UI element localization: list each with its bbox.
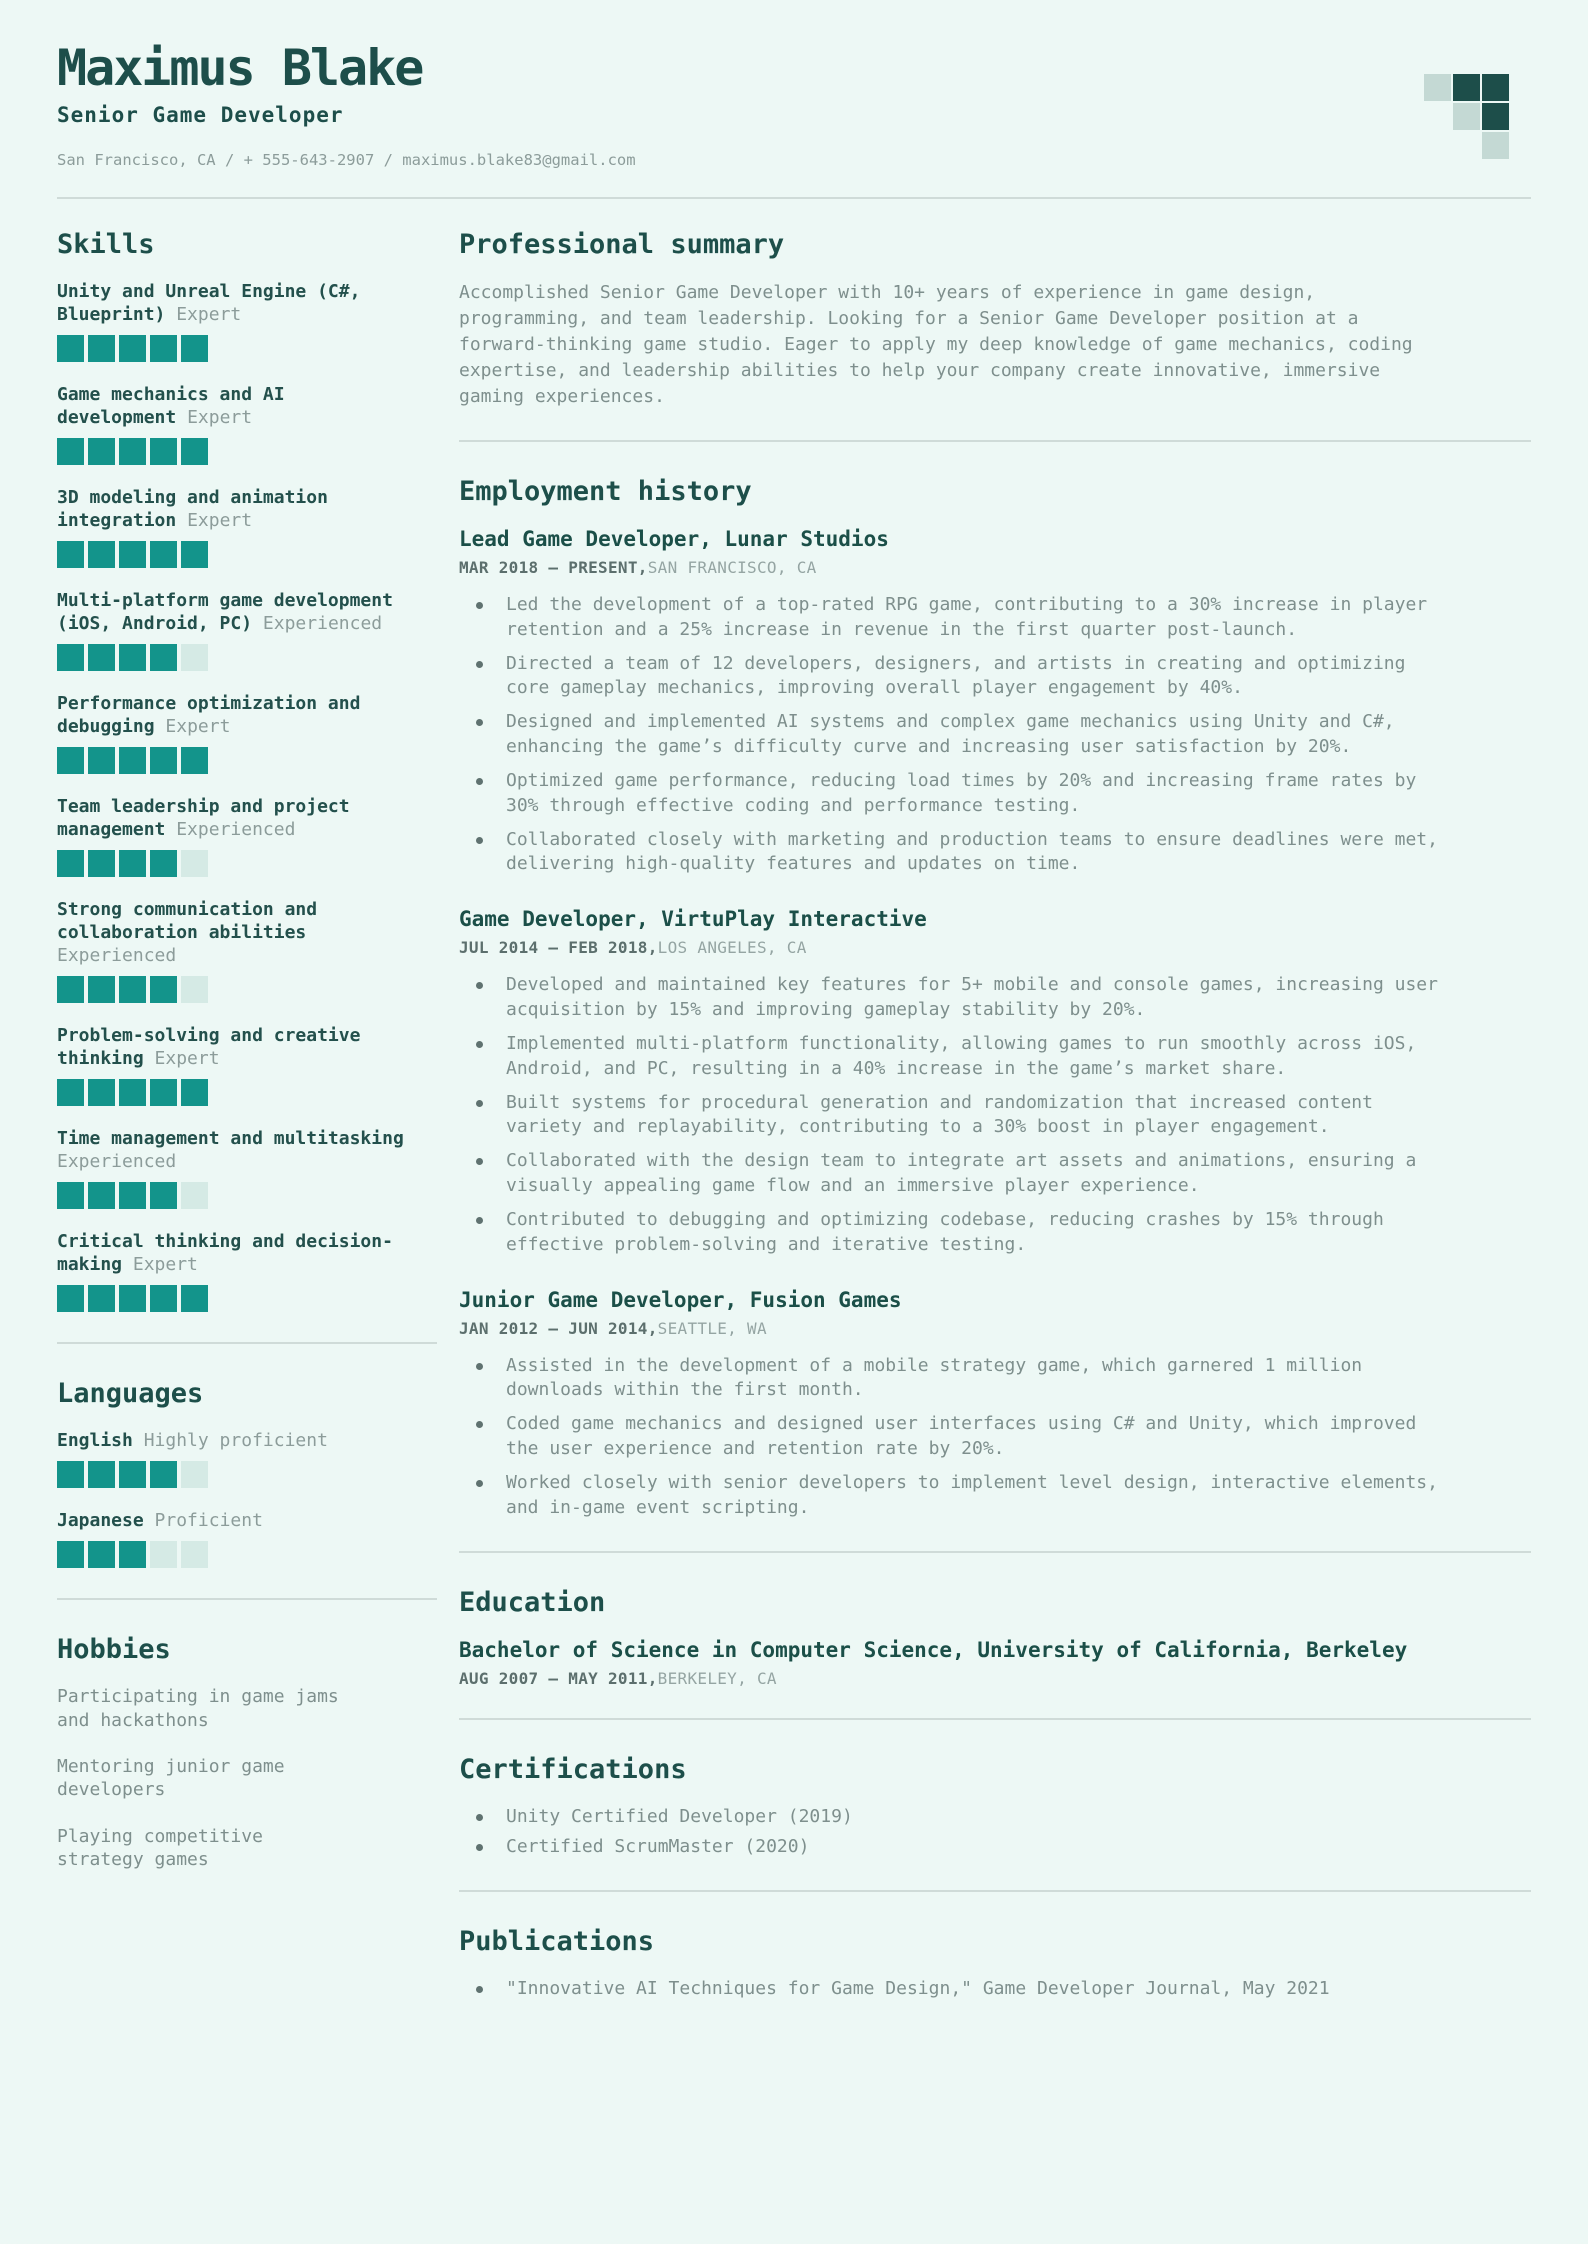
skill-rating <box>57 541 437 568</box>
skill-name: Unity and Unreal Engine (C#, Blueprint) <box>57 280 361 325</box>
skill-level: Expert <box>132 1254 198 1276</box>
education-meta <box>459 1669 1531 1688</box>
rating-square-filled <box>119 438 146 465</box>
skill-rating <box>57 1079 437 1106</box>
skills-list <box>57 280 437 1313</box>
rating-square-filled <box>150 976 177 1003</box>
job-entry <box>459 907 1531 1257</box>
rating-square-filled <box>57 1541 84 1568</box>
language-text <box>57 1429 405 1452</box>
rating-square-filled <box>150 438 177 465</box>
job-bullet: Assisted in the development of a mobile strategy game, which garnered 1 million downloads within the first month. <box>506 1354 1451 1404</box>
skill-rating <box>57 747 437 774</box>
summary-heading: Professional summary <box>459 228 785 260</box>
education-dates: AUG 2007 – MAY 2011, <box>459 1668 658 1688</box>
skill-level: Expert <box>154 1048 220 1069</box>
skill-item <box>57 795 437 877</box>
language-text <box>57 1509 405 1532</box>
rating-square-filled <box>88 747 115 774</box>
job-bullets <box>459 1354 1531 1521</box>
skill-level: Experienced <box>57 944 177 966</box>
skill-text <box>57 280 405 326</box>
publication-item: "Innovative AI Techniques for Game Design," Game Developer Journal, May 2021 <box>506 1977 1451 2002</box>
logo-cell-empty <box>1424 132 1451 159</box>
skill-rating <box>57 1182 437 1209</box>
job-bullet: Coded game mechanics and designed user interfaces using C# and Unity, which improved the user experience and retention rate by 20%. <box>506 1412 1451 1462</box>
skill-item <box>57 692 437 774</box>
rating-square-filled <box>57 335 84 362</box>
rating-square-filled <box>150 850 177 877</box>
skill-item <box>57 589 437 671</box>
job-meta <box>459 938 1531 957</box>
summary-section <box>459 229 1531 410</box>
rating-square-filled <box>88 335 115 362</box>
skill-text <box>57 1127 405 1173</box>
skill-item <box>57 383 437 465</box>
degree-title: Bachelor of Science in Computer Science, University of California, Berkeley <box>459 1637 1408 1662</box>
rating-square-filled <box>57 541 84 568</box>
job-dates: MAR 2018 – PRESENT, <box>459 557 648 577</box>
logo-cell-dark <box>1482 103 1509 130</box>
rating-square-empty <box>181 1182 208 1209</box>
rating-square-empty <box>150 1541 177 1568</box>
main-divider <box>459 1718 1531 1720</box>
job-meta <box>459 558 1531 577</box>
rating-square-filled <box>88 1079 115 1106</box>
rating-square-filled <box>119 1461 146 1488</box>
logo-cell-light <box>1453 103 1480 130</box>
skill-text <box>57 795 405 841</box>
job-bullet: Collaborated with the design team to integrate art assets and animations, ensuring a visually appealing game flow and an immersive player experience. <box>506 1149 1451 1199</box>
language-rating <box>57 1461 437 1488</box>
job-bullet: Worked closely with senior developers to implement level design, interactive elements, and in-game event scripting. <box>506 1471 1451 1521</box>
job-location: SAN FRANCISCO, CA <box>647 557 817 577</box>
rating-square-filled <box>57 1079 84 1106</box>
education-location: BERKELEY, CA <box>657 1668 777 1688</box>
language-level: Proficient <box>154 1510 263 1532</box>
skill-name: Multi-platform game development (iOS, Android, PC) <box>57 589 393 634</box>
job-location: SEATTLE, WA <box>657 1318 767 1338</box>
certifications-heading: Certifications <box>459 1753 687 1785</box>
main-column <box>459 229 1531 2008</box>
rating-square-filled <box>57 976 84 1003</box>
rating-square-filled <box>150 747 177 774</box>
skill-item <box>57 280 437 362</box>
language-rating <box>57 1541 437 1568</box>
rating-square-filled <box>88 644 115 671</box>
skill-level: Expert <box>176 303 242 325</box>
employment-heading: Employment history <box>459 475 752 507</box>
rating-square-filled <box>88 1182 115 1209</box>
rating-square-filled <box>181 438 208 465</box>
hobbies-heading: Hobbies <box>57 1634 171 1666</box>
rating-square-filled <box>57 1182 84 1209</box>
skill-rating <box>57 976 437 1003</box>
language-level: Highly proficient <box>143 1430 328 1452</box>
rating-square-filled <box>150 1182 177 1209</box>
language-item <box>57 1509 437 1568</box>
skill-level: Experienced <box>176 818 296 840</box>
skill-name: Game mechanics and AI development <box>57 383 285 428</box>
job-bullet: Implemented multi-platform functionality, allowing games to run smoothly across iOS, Android, and PC, resulting in a 40% increase in the game’s market share. <box>506 1032 1451 1082</box>
skill-text <box>57 692 405 738</box>
skill-item <box>57 1230 437 1312</box>
skill-name: Team leadership and project management <box>57 795 350 840</box>
rating-square-filled <box>88 1461 115 1488</box>
rating-square-filled <box>88 1285 115 1312</box>
rating-square-filled <box>57 1461 84 1488</box>
skill-rating <box>57 644 437 671</box>
rating-square-filled <box>88 541 115 568</box>
job-meta <box>459 1319 1531 1338</box>
skill-name: Critical thinking and decision-making <box>57 1231 393 1276</box>
skill-level: Experienced <box>57 1151 177 1173</box>
job-bullet: Led the development of a top-rated RPG game, contributing to a 30% increase in player retention and a 25% increase in revenue in the first quarter post-launch. <box>506 593 1451 643</box>
rating-square-filled <box>57 850 84 877</box>
job-bullet: Optimized game performance, reducing load times by 20% and increasing frame rates by 30% through effective coding and performance testing. <box>506 769 1451 819</box>
rating-square-filled <box>119 850 146 877</box>
rating-square-filled <box>150 541 177 568</box>
publications-section <box>459 1926 1531 2002</box>
rating-square-filled <box>88 438 115 465</box>
rating-square-filled <box>119 747 146 774</box>
rating-square-filled <box>57 438 84 465</box>
rating-square-filled <box>57 747 84 774</box>
certifications-section <box>459 1754 1531 1861</box>
rating-square-filled <box>88 976 115 1003</box>
rating-square-empty <box>181 1461 208 1488</box>
rating-square-filled <box>119 1079 146 1106</box>
main-divider <box>459 1890 1531 1892</box>
hobby-item: Mentoring junior game developers <box>57 1756 285 1801</box>
rating-square-filled <box>150 1285 177 1312</box>
hobby-item: Playing competitive strategy games <box>57 1825 263 1871</box>
rating-square-filled <box>119 1541 146 1568</box>
certification-item: Unity Certified Developer (2019) <box>506 1805 1451 1830</box>
rating-square-filled <box>88 1541 115 1568</box>
logo-cell-empty <box>1453 132 1480 159</box>
sidebar-divider <box>57 1598 437 1600</box>
rating-square-filled <box>119 541 146 568</box>
languages-heading: Languages <box>57 1378 204 1410</box>
rating-square-filled <box>119 644 146 671</box>
job-title: Game Developer, VirtuPlay Interactive <box>459 907 927 932</box>
rating-square-filled <box>57 644 84 671</box>
skill-level: Experienced <box>262 612 383 634</box>
language-name: English <box>57 1430 133 1452</box>
job-bullet: Built systems for procedural generation and randomization that increased content variety and replayability, contributing to a 30% boost in player engagement. <box>506 1091 1451 1141</box>
rating-square-filled <box>150 644 177 671</box>
sidebar <box>57 229 437 2008</box>
skill-name: 3D modeling and animation integration <box>57 486 328 531</box>
monogram-logo <box>1424 74 1509 159</box>
languages-section <box>57 1378 437 1568</box>
job-bullet: Designed and implemented AI systems and complex game mechanics using Unity and C#, enhancing the game’s difficulty curve and increasing user satisfaction by 20%. <box>506 710 1451 760</box>
skill-rating <box>57 335 437 362</box>
logo-cell-dark <box>1453 74 1480 101</box>
header-identity <box>57 39 636 169</box>
rating-square-filled <box>119 1182 146 1209</box>
job-entry <box>459 1288 1531 1521</box>
skill-level: Expert <box>165 715 231 737</box>
rating-square-empty <box>181 644 208 671</box>
job-title: Junior Game Developer, Fusion Games <box>459 1287 902 1312</box>
rating-square-filled <box>181 747 208 774</box>
rating-square-empty <box>181 850 208 877</box>
rating-square-filled <box>119 1285 146 1312</box>
person-name: Maximus Blake <box>57 39 423 97</box>
skill-level: Expert <box>187 509 253 531</box>
certifications-list <box>459 1805 1531 1861</box>
skill-name: Time management and multitasking <box>57 1128 404 1150</box>
skill-text <box>57 1230 405 1276</box>
publications-heading: Publications <box>459 1926 655 1958</box>
person-title: Senior Game Developer <box>57 102 344 127</box>
rating-square-filled <box>181 541 208 568</box>
rating-square-empty <box>181 1541 208 1568</box>
skill-name: Performance optimization and debugging <box>57 692 361 737</box>
skill-item <box>57 1127 437 1209</box>
education-section <box>459 1587 1531 1688</box>
rating-square-filled <box>119 335 146 362</box>
languages-list <box>57 1429 437 1568</box>
rating-square-filled <box>150 1461 177 1488</box>
job-entry <box>459 527 1531 877</box>
header-divider <box>57 197 1531 199</box>
skill-item <box>57 898 437 1003</box>
skill-name: Strong communication and collaboration abilities <box>57 898 318 943</box>
skill-item <box>57 486 437 568</box>
job-dates: JUL 2014 – FEB 2018, <box>459 938 658 958</box>
job-bullet: Contributed to debugging and optimizing codebase, reducing crashes by 15% through effective problem-solving and iterative testing. <box>506 1208 1451 1258</box>
skills-section <box>57 229 437 1313</box>
job-bullet: Developed and maintained key features for 5+ mobile and console games, increasing user acquisition by 15% and improving gameplay stability by 20%. <box>506 973 1451 1023</box>
logo-cell-light <box>1482 132 1509 159</box>
education-heading: Education <box>459 1586 606 1618</box>
rating-square-filled <box>181 335 208 362</box>
skills-heading: Skills <box>57 228 155 260</box>
skill-text <box>57 1024 405 1070</box>
skill-rating <box>57 850 437 877</box>
jobs-list <box>459 527 1531 1521</box>
job-bullets <box>459 593 1531 877</box>
job-bullet: Directed a team of 12 developers, designers, and artists in creating and optimizing core gameplay mechanics, improving overall player engagement by 40%. <box>506 652 1451 702</box>
logo-cell-light <box>1424 74 1451 101</box>
logo-cell-empty <box>1424 103 1451 130</box>
job-bullet: Collaborated closely with marketing and production teams to ensure deadlines were met, delivering high-quality features and updates on time. <box>506 828 1451 878</box>
skill-level: Expert <box>187 406 253 428</box>
language-name: Japanese <box>57 1510 144 1532</box>
rating-square-filled <box>150 335 177 362</box>
sidebar-divider <box>57 1342 437 1344</box>
header <box>57 39 1531 169</box>
skill-name: Problem-solving and creative thinking <box>57 1024 361 1069</box>
main-divider <box>459 1551 1531 1553</box>
rating-square-filled <box>181 1285 208 1312</box>
skill-text <box>57 383 405 429</box>
contact-info: San Francisco, CA / + 555-643-2907 / maximus.blake83@gmail.com <box>57 150 636 169</box>
skill-text <box>57 486 405 532</box>
publications-list <box>459 1977 1531 2002</box>
skill-rating <box>57 1285 437 1312</box>
job-bullets <box>459 973 1531 1257</box>
job-dates: JAN 2012 – JUN 2014, <box>459 1318 658 1338</box>
rating-square-empty <box>181 976 208 1003</box>
rating-square-filled <box>181 1079 208 1106</box>
skill-text <box>57 898 405 967</box>
skill-text <box>57 589 405 635</box>
skill-item <box>57 1024 437 1106</box>
content-columns <box>57 229 1531 2008</box>
employment-section <box>459 476 1531 1521</box>
skill-rating <box>57 438 437 465</box>
rating-square-filled <box>57 1285 84 1312</box>
language-item <box>57 1429 437 1488</box>
hobby-item: Participating in game jams and hackathons <box>57 1686 339 1731</box>
main-divider <box>459 440 1531 442</box>
summary-text: Accomplished Senior Game Developer with 10+ years of experience in game design, programming, and team leadership. Looking for a Senior Game Developer position at a forward-thinking game studio. Eager to apply my deep knowledge of game mechanics, coding expertise, and leadership abilities to help your company create innovative, immersive gaming experiences. <box>459 281 1413 407</box>
job-location: LOS ANGELES, CA <box>657 938 807 958</box>
hobbies-list <box>57 1685 437 1871</box>
rating-square-filled <box>150 1079 177 1106</box>
hobbies-section <box>57 1634 437 1871</box>
job-title: Lead Game Developer, Lunar Studios <box>459 526 889 551</box>
rating-square-filled <box>88 850 115 877</box>
certification-item: Certified ScrumMaster (2020) <box>506 1835 1451 1860</box>
logo-cell-dark <box>1482 74 1509 101</box>
rating-square-filled <box>119 976 146 1003</box>
